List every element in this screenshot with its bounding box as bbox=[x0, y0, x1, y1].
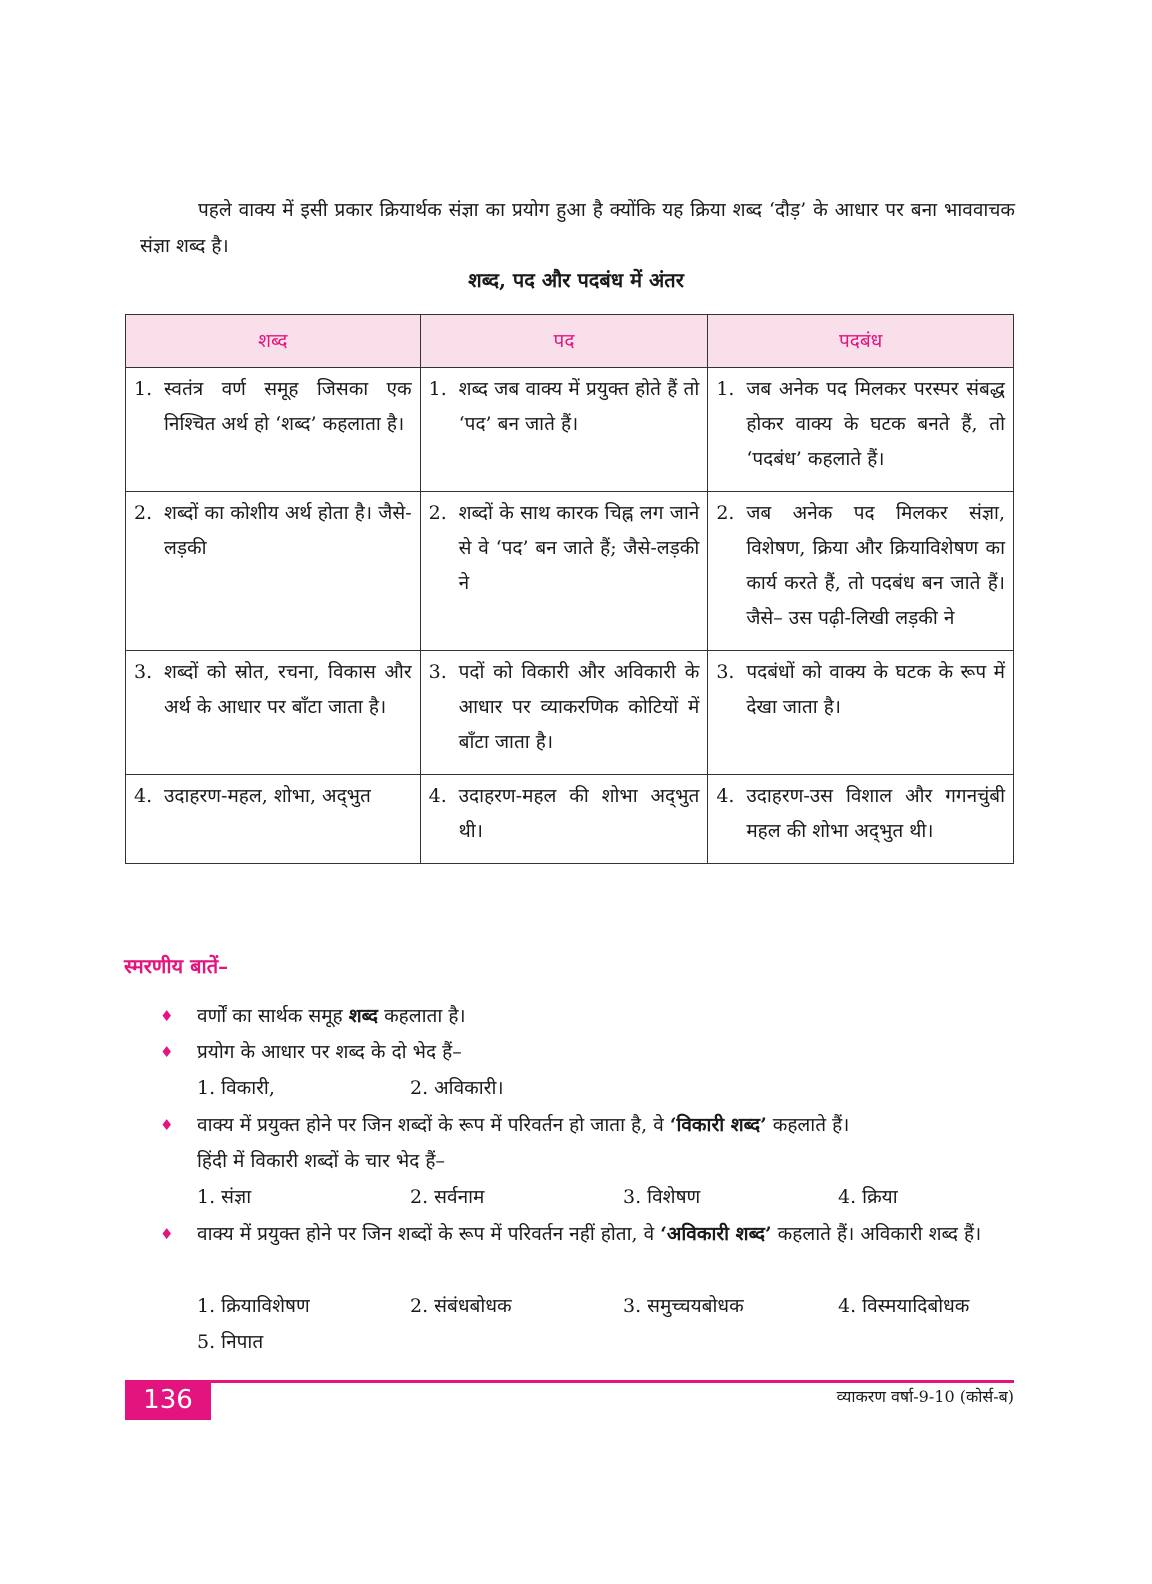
cell-text: उदाहरण-महल की शोभा अद्‌भुत थी। bbox=[458, 785, 700, 842]
option-item: 4. विस्मयादिबोधक bbox=[838, 1295, 970, 1317]
bold-term: शब्द bbox=[348, 1005, 379, 1027]
header-shabd: शब्द bbox=[126, 315, 421, 368]
table-row bbox=[126, 368, 1014, 492]
item-number: 2. bbox=[428, 502, 447, 524]
table-cell bbox=[126, 368, 421, 492]
bold-term: ‘अविकारी शब्द’ bbox=[660, 1223, 772, 1245]
cell-text: उदाहरण-उस विशाल और गगनचुंबी महल की शोभा अद्‌भुत थी। bbox=[746, 785, 1005, 842]
table-row bbox=[126, 492, 1014, 651]
bullet-text bbox=[197, 1216, 1020, 1252]
header-pad: पद bbox=[420, 315, 708, 368]
table-row bbox=[126, 775, 1014, 864]
bullet-text bbox=[197, 998, 1020, 1034]
option-item: 1. संज्ञा bbox=[197, 1186, 252, 1208]
option-item: 2. संबंधबोधक bbox=[410, 1295, 512, 1317]
table-cell bbox=[708, 775, 1014, 864]
bold-term: ‘विकारी शब्द’ bbox=[669, 1114, 767, 1136]
option-item: 2. अविकारी। bbox=[410, 1077, 504, 1099]
item-number: 3. bbox=[134, 661, 153, 683]
text-part: वर्णों का सार्थक समूह bbox=[197, 1005, 349, 1027]
cell-text: उदाहरण-महल, शोभा, अद्‌भुत bbox=[164, 785, 371, 807]
table-header-row bbox=[126, 315, 1014, 368]
item-number: 3. bbox=[428, 661, 447, 683]
list-item bbox=[160, 1107, 1020, 1179]
diamond-bullet-icon: ♦ bbox=[160, 1116, 174, 1134]
table-row bbox=[126, 651, 1014, 775]
option-item: 1. क्रियाविशेषण bbox=[197, 1295, 310, 1317]
text-part: वाक्य में प्रयुक्त होने पर जिन शब्दों के रूप में परिवर्तन नहीं होता, वे bbox=[197, 1223, 661, 1245]
diamond-bullet-icon: ♦ bbox=[160, 1043, 174, 1061]
table-cell bbox=[126, 651, 421, 775]
list-item bbox=[160, 998, 1020, 1034]
footer-rule bbox=[125, 1380, 1014, 1383]
option-item: 1. विकारी, bbox=[197, 1077, 275, 1099]
text-part: कहलाते हैं। अविकारी शब्द हैं। bbox=[771, 1223, 982, 1245]
book-title: व्याकरण वर्षा-9-10 (कोर्स-ब) bbox=[836, 1387, 1014, 1406]
text-part: कहलाते हैं। bbox=[766, 1114, 850, 1136]
cell-text: स्वतंत्र वर्ण समूह जिसका एक निश्चित अर्थ हो ‘शब्द’ कहलाता है। bbox=[164, 378, 412, 435]
table-cell bbox=[708, 651, 1014, 775]
list-item bbox=[160, 1034, 1020, 1070]
table-title: शब्द, पद और पदबंध में अंतर bbox=[468, 268, 684, 292]
option-item: 4. क्रिया bbox=[838, 1186, 898, 1208]
item-number: 4. bbox=[428, 785, 447, 807]
cell-text: पदबंधों को वाक्य के घटक के रूप में देखा जाता है। bbox=[746, 661, 1005, 718]
list-item bbox=[160, 1216, 1020, 1288]
cell-text: शब्द जब वाक्य में प्रयुक्त होते हैं तो ‘पद’ बन जाते हैं। bbox=[458, 378, 700, 435]
table-cell bbox=[126, 492, 421, 651]
item-number: 1. bbox=[428, 378, 447, 400]
item-number: 2. bbox=[134, 502, 153, 524]
table-cell bbox=[420, 775, 708, 864]
option-item: 3. विशेषण bbox=[623, 1186, 701, 1208]
diamond-bullet-icon: ♦ bbox=[160, 1007, 174, 1025]
remember-heading: स्मरणीय बातें– bbox=[124, 954, 229, 978]
option-item: 3. समुच्चयबोधक bbox=[623, 1295, 744, 1317]
bullet-text: प्रयोग के आधार पर शब्द के दो भेद हैं– bbox=[197, 1041, 462, 1063]
intro-paragraph: पहले वाक्य में इसी प्रकार क्रियार्थक संज्ञा का प्रयोग हुआ है क्योंकि यह क्रिया शब्द ‘दौड़’ के आधार पर बना भाववाचक संज्ञा शब्द है। bbox=[140, 199, 1015, 257]
table-cell bbox=[420, 651, 708, 775]
diamond-bullet-icon: ♦ bbox=[160, 1225, 174, 1243]
item-number: 4. bbox=[716, 785, 735, 807]
option-item: 2. सर्वनाम bbox=[410, 1186, 485, 1208]
cell-text: शब्दों के साथ कारक चिह्न लग जाने से वे ‘पद’ बन जाते हैं; जैसे-लड़की ने bbox=[458, 502, 700, 594]
cell-text: शब्दों का कोशीय अर्थ होता है। जैसे-लड़की bbox=[164, 502, 412, 559]
cell-text: पदों को विकारी और अविकारी के आधार पर व्याकरणिक कोटियों में बाँटा जाता है। bbox=[458, 661, 700, 753]
item-number: 3. bbox=[716, 661, 735, 683]
header-padbandh: पदबंध bbox=[708, 315, 1014, 368]
table-cell bbox=[420, 492, 708, 651]
page-number: 136 bbox=[125, 1380, 211, 1420]
cell-text: जब अनेक पद मिलकर संज्ञा, विशेषण, क्रिया और क्रियाविशेषण का कार्य करते हैं, तो पदबंध बन जाते हैं। जैसे– उस पढ़ी-लिखी लड़की ने bbox=[746, 502, 1005, 629]
table-cell bbox=[708, 368, 1014, 492]
cell-text: जब अनेक पद मिलकर परस्पर संबद्ध होकर वाक्य के घटक बनते हैं, तो ‘पदबंध’ कहलाते हैं। bbox=[746, 378, 1005, 470]
cell-text: शब्दों को स्रोत, रचना, विकास और अर्थ के आधार पर बाँटा जाता है। bbox=[164, 661, 412, 718]
text-part: कहलाता है। bbox=[378, 1005, 466, 1027]
option-item: 5. निपात bbox=[197, 1331, 264, 1353]
text-part: हिंदी में विकारी शब्दों के चार भेद हैं– bbox=[197, 1150, 445, 1172]
text-part: वाक्य में प्रयुक्त होने पर जिन शब्दों के रूप में परिवर्तन हो जाता है, वे bbox=[197, 1114, 670, 1136]
table-cell bbox=[420, 368, 708, 492]
item-number: 4. bbox=[134, 785, 153, 807]
item-number: 1. bbox=[134, 378, 153, 400]
table-cell bbox=[126, 775, 421, 864]
item-number: 2. bbox=[716, 502, 735, 524]
item-number: 1. bbox=[716, 378, 735, 400]
comparison-table bbox=[125, 314, 1014, 864]
bullet-text bbox=[197, 1107, 1020, 1179]
table-cell bbox=[708, 492, 1014, 651]
